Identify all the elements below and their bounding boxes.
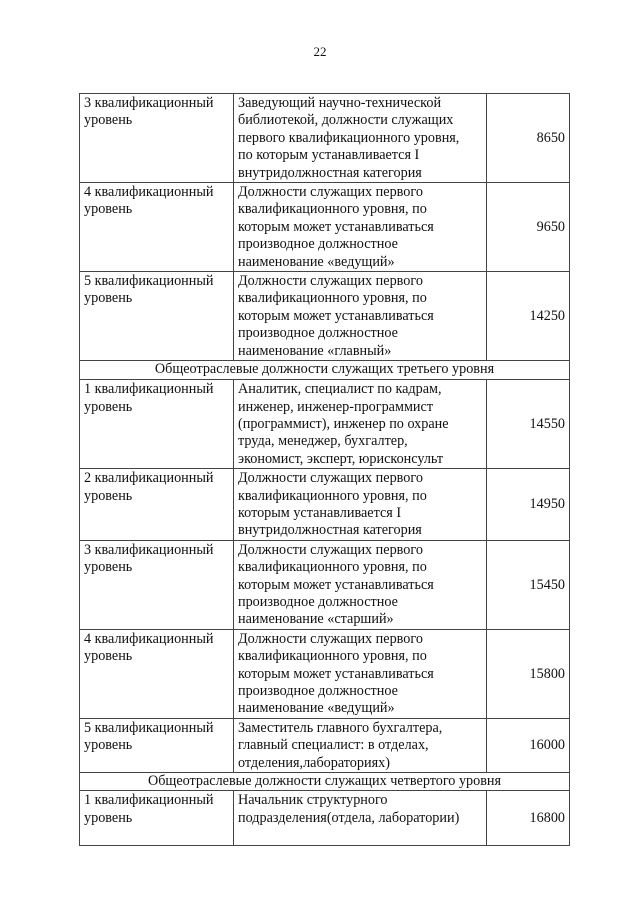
qualification-level-line: уровень: [84, 201, 133, 218]
table-row: [80, 629, 570, 718]
salary-value: 8650: [487, 94, 570, 183]
position-description-line: которым устанавливается I: [238, 504, 402, 521]
position-description-line: библиотекой, должности служащих: [238, 112, 454, 129]
table-row: [80, 272, 570, 361]
position-description-line: которым может устанавливаться: [238, 218, 434, 235]
table-row: [80, 469, 570, 541]
position-description-line: которым может устанавливаться: [238, 665, 434, 682]
qualification-level: [80, 94, 234, 183]
position-description-line: квалификационного уровня, по: [238, 290, 427, 307]
qualification-level-line: уровень: [84, 112, 133, 129]
position-description-line: внутридолжностная категория: [238, 164, 422, 181]
position-description-line: квалификационного уровня, по: [238, 559, 427, 576]
position-description-line: Должности служащих первого: [238, 273, 423, 290]
table-row: [80, 380, 570, 469]
qualification-level: [80, 272, 234, 361]
qualification-level: [80, 380, 234, 469]
position-description-line: квалификационного уровня, по: [238, 648, 427, 665]
position-description-line: которым может устанавливаться: [238, 576, 434, 593]
qualification-level-line: 1 квалификационный: [84, 381, 214, 398]
position-description-line: труда, менеджер, бухгалтер,: [238, 433, 408, 450]
position-description-line: Должности служащих первого: [238, 184, 423, 201]
position-description-line: Начальник структурного: [238, 792, 388, 809]
qualification-level-line: 1 квалификационный: [84, 792, 214, 809]
position-description-line: которым может устанавливаться: [238, 307, 434, 324]
position-description-line: наименование «старший»: [238, 611, 394, 628]
salary-table: [79, 93, 570, 846]
qualification-level: [80, 718, 234, 772]
position-description-line: квалификационного уровня, по: [238, 201, 427, 218]
position-description-line: наименование «ведущий»: [238, 253, 395, 270]
table-row: [80, 540, 570, 629]
qualification-level-line: 5 квалификационный: [84, 719, 214, 736]
position-description: [234, 629, 487, 718]
position-description-line: экономист, эксперт, юрисконсульт: [238, 450, 444, 467]
position-description-line: производное должностное: [238, 593, 398, 610]
qualification-level-line: уровень: [84, 737, 133, 754]
position-description-line: Должности служащих первого: [238, 541, 423, 558]
position-description: [234, 718, 487, 772]
position-description-line: квалификационного уровня, по: [238, 487, 427, 504]
position-description-line: производное должностное: [238, 683, 398, 699]
salary-value: 16800: [487, 791, 570, 846]
position-description-line: Аналитик, специалист по кадрам,: [238, 381, 442, 398]
position-description-line: наименование «ведущий»: [238, 700, 395, 717]
table-row: [80, 791, 570, 846]
position-description-line: производное должностное: [238, 325, 398, 342]
qualification-level: [80, 540, 234, 629]
salary-value: 9650: [487, 183, 570, 272]
table-row: [80, 718, 570, 772]
qualification-level-line: уровень: [84, 398, 133, 415]
salary-value: 14550: [487, 380, 570, 469]
qualification-level-line: уровень: [84, 559, 133, 576]
qualification-level: [80, 629, 234, 718]
page-number: 22: [313, 44, 327, 59]
qualification-level-line: 2 квалификационный: [84, 470, 214, 487]
position-description-line: подразделения(отдела, лаборатории): [238, 809, 460, 826]
qualification-level-line: 5 квалификационный: [84, 273, 214, 290]
position-description: [234, 540, 487, 629]
salary-value: 15450: [487, 540, 570, 629]
section-header-row: [80, 773, 570, 791]
position-description-line: (программист), инженер по охране: [238, 415, 449, 432]
qualification-level-line: уровень: [84, 809, 133, 826]
qualification-level-line: уровень: [84, 648, 133, 665]
position-description: [234, 791, 487, 846]
salary-value: 14250: [487, 272, 570, 361]
section-title: Общеотраслевые должности служащих четвертого уровня: [80, 773, 570, 791]
position-description: [234, 272, 487, 361]
position-description-line: Заведующий научно-технической: [238, 95, 442, 111]
qualification-level-line: 4 квалификационный: [84, 184, 214, 201]
position-description-line: инженер, инженер-программист: [238, 398, 434, 415]
qualification-level: [80, 183, 234, 272]
table-row: [80, 94, 570, 183]
position-description-line: наименование «главный»: [238, 342, 392, 359]
qualification-level-line: 4 квалификационный: [84, 630, 214, 647]
qualification-level-line: 3 квалификационный: [84, 95, 214, 111]
position-description: [234, 380, 487, 469]
section-header-row: [80, 361, 570, 380]
position-description-line: первого квалификационного уровня,: [238, 129, 460, 146]
qualification-level: [80, 469, 234, 541]
table-row: [80, 183, 570, 272]
salary-value: 16000: [487, 718, 570, 772]
position-description-line: производное должностное: [238, 236, 398, 253]
position-description: [234, 183, 487, 272]
position-description-line: Должности служащих первого: [238, 630, 423, 647]
position-description-line: отделения,лабораториях): [238, 754, 390, 771]
qualification-level: [80, 791, 234, 846]
position-description-line: главный специалист: в отделах,: [238, 737, 429, 754]
position-description: [234, 469, 487, 541]
position-description-line: Заместитель главного бухгалтера,: [238, 719, 443, 736]
position-description-line: по которым устанавливается I: [238, 147, 420, 164]
salary-value: 14950: [487, 469, 570, 541]
section-title: Общеотраслевые должности служащих третьего уровня: [80, 361, 570, 380]
position-description: [234, 94, 487, 183]
position-description-line: Должности служащих первого: [238, 470, 423, 487]
salary-value: 15800: [487, 629, 570, 718]
qualification-level-line: уровень: [84, 290, 133, 307]
qualification-level-line: уровень: [84, 487, 133, 504]
qualification-level-line: 3 квалификационный: [84, 541, 214, 558]
position-description-line: внутридолжностная категория: [238, 522, 422, 539]
